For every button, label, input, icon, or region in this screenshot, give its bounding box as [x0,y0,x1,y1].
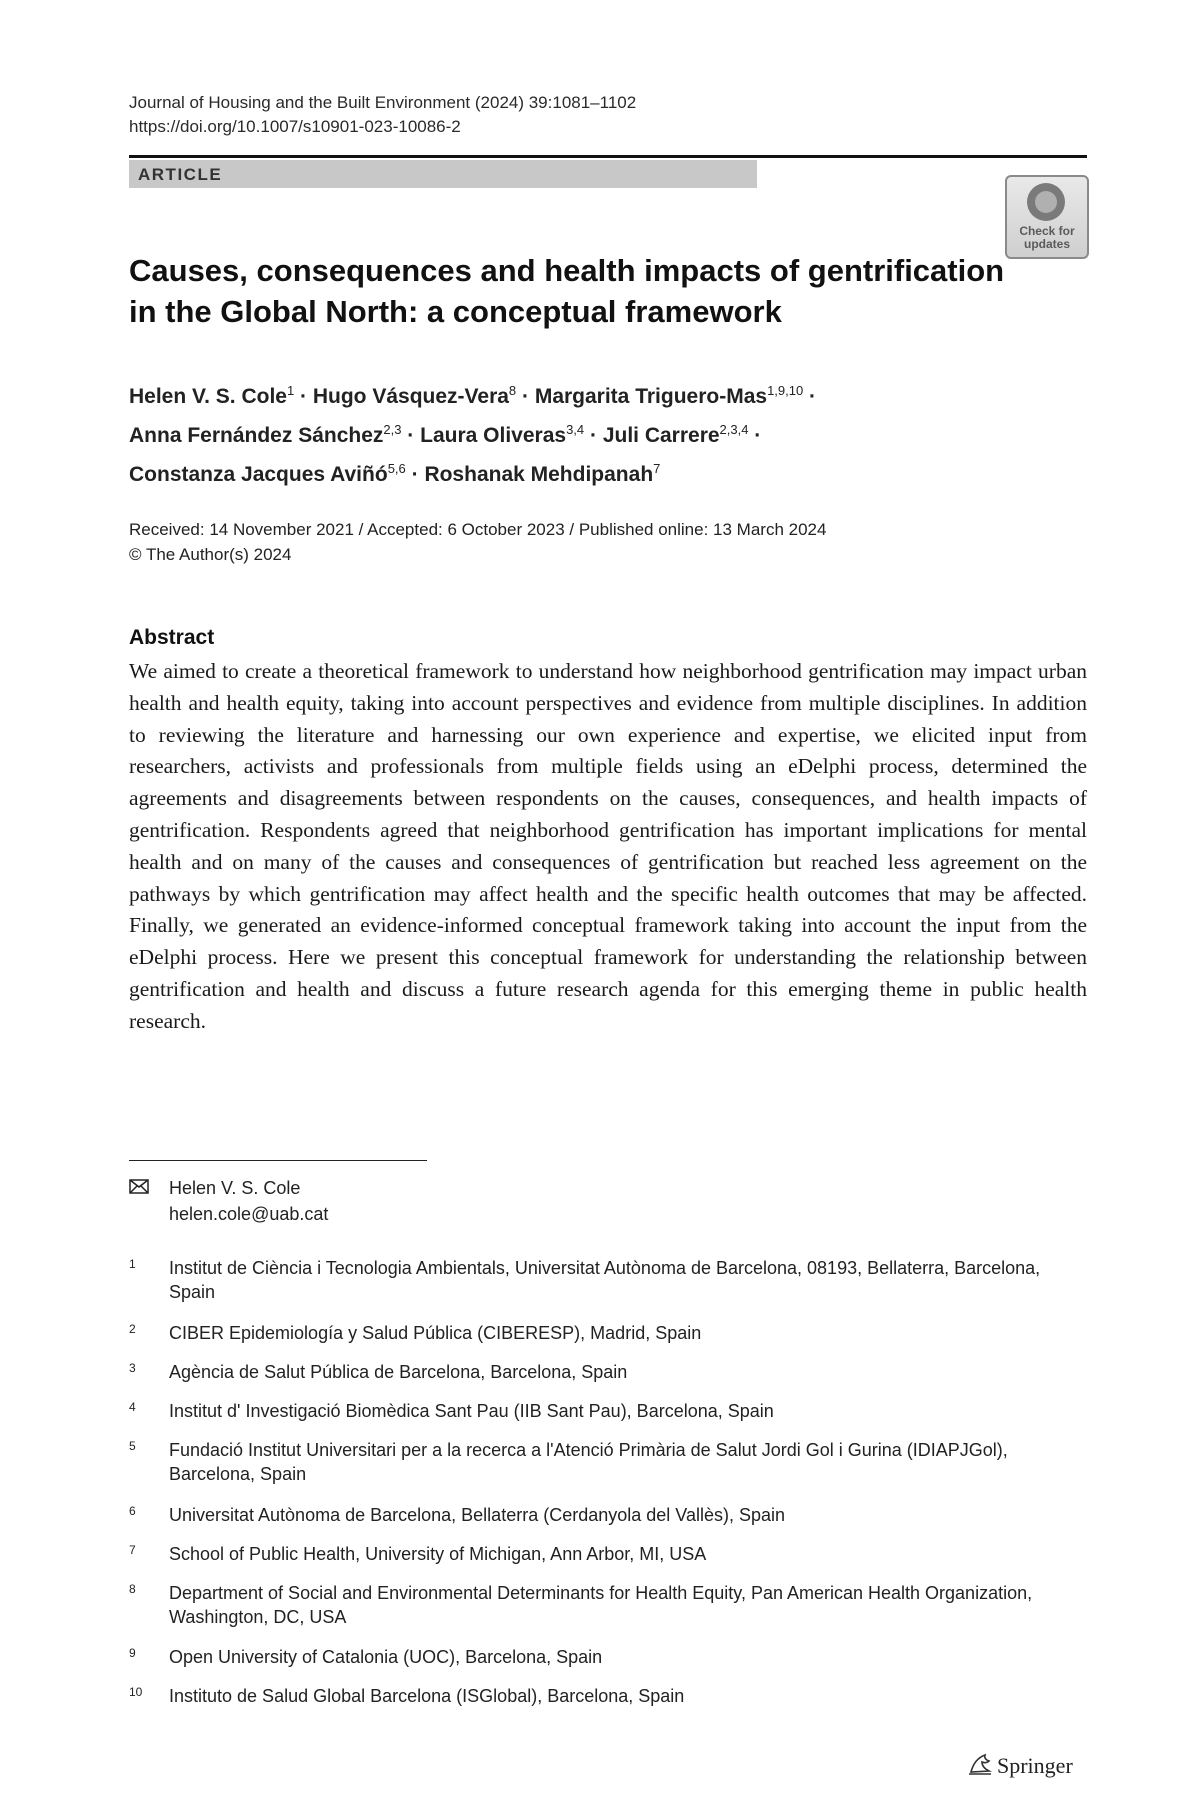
envelope-icon [129,1175,151,1201]
springer-logo [967,1752,1073,1779]
header-rule [129,155,1087,158]
affiliation-number: 4 [129,1400,136,1414]
abstract-heading: Abstract [129,626,215,649]
affiliation-number: 8 [129,1582,136,1596]
author-list [129,374,1089,491]
affiliation-item [129,1684,1089,1708]
article-title [129,250,1009,332]
abstract-text: We aimed to create a theoretical framework to understand how neighborhood gentrification may impact urban health and health equity, taking into account perspectives and evidence from multiple disciplines. In addition to reviewing the literature and harnessing our own experience and expertise, we elicited input from researchers, activists and professionals from multiple fields using an eDelphi process, determined the agreements and disagreements between respondents on the causes, consequences, and health impacts of gentrification. Respondents agreed that neighborhood gentrification has important implications for mental health and on many of the causes and consequences of gentrification but reached less agreement on the pathways by which gentrification may affect health and the specific health outcomes that may be affected. Finally, we generated an evidence-informed conceptual framework taking into account the input from the eDelphi process. Here we present this conceptual framework for understanding the relationship between gentrification and health and discuss a future research agenda for this emerging theme in public health research. [129,659,1087,1033]
title-line-1: Causes, consequences and health impacts of gentrification [129,253,1005,288]
affiliation-item [129,1321,1089,1345]
author-name[interactable]: Constanza Jacques Aviñó [129,463,388,486]
history-dates: Received: 14 November 2021 / Accepted: 6 October 2023 / Published online: 13 March 2024 [129,520,827,539]
affiliation-item [129,1256,1089,1304]
author-affiliation-ref: 3,4 [566,422,585,437]
affiliation-item [129,1360,1089,1384]
author-affiliation-ref: 7 [653,461,661,476]
affiliation-number: 9 [129,1646,136,1660]
affiliation-text: CIBER Epidemiología y Salud Pública (CIBERESP), Madrid, Spain [169,1323,702,1343]
author-name[interactable]: Laura Oliveras [420,424,567,447]
affiliation-number: 3 [129,1361,136,1375]
affiliation-item [129,1581,1089,1629]
author-affiliation-ref: 2,3,4 [719,422,749,437]
author-name[interactable]: Helen V. S. Cole [129,385,287,408]
publication-dates [129,517,826,567]
affiliation-number: 1 [129,1257,136,1271]
author-name[interactable]: Margarita Triguero-Mas [534,385,768,408]
affiliation-text: Universitat Autònoma de Barcelona, Bellaterra (Cerdanyola del Vallès), Spain [169,1505,785,1525]
author-affiliation-ref: 5,6 [387,461,406,476]
author-line-3: Constanza Jacques Aviñó$^{5,6}$ · Roshanak Mehdipanah$^7$ [129,461,661,486]
author-affiliation-ref: 2,3 [383,422,402,437]
copyright-notice: © The Author(s) 2024 [129,545,292,564]
title-line-2: in the Global North: a conceptual framework [129,294,782,329]
affiliation-text: School of Public Health, University of Michigan, Ann Arbor, MI, USA [169,1544,707,1564]
affiliation-item [129,1503,1089,1527]
update-check-icon [1027,183,1065,221]
affiliation-text: Institut d' Investigació Biomèdica Sant Pau (IIB Sant Pau), Barcelona, Spain [169,1401,774,1421]
article-type-bar [129,160,757,188]
contact-details [169,1175,328,1227]
affiliation-number: 10 [129,1685,143,1699]
affiliation-number: 2 [129,1322,136,1336]
author-line-2: Anna Fernández Sánchez$^{2,3}$ · Laura Oliveras$^{3,4}$ · Juli Carrere$^{2,3,4}$ · [129,422,762,447]
affiliation-item [129,1438,1089,1486]
affiliation-number: 6 [129,1504,136,1518]
affiliation-number: 5 [129,1439,136,1453]
affiliation-item [129,1645,1089,1669]
check-for-updates-badge[interactable] [1005,175,1089,259]
author-affiliation-ref: 8 [508,383,517,398]
affiliation-text: Open University of Catalonia (UOC), Barcelona, Spain [169,1647,603,1667]
author-line-1: Helen V. S. Cole$^1$ · Hugo Vásquez-Vera$^8$ · Margarita Triguero-Mas$^{1,9,10}$ · [129,383,817,408]
contact-name: Helen V. S. Cole [169,1178,301,1198]
corresponding-author [129,1175,729,1231]
footnote-rule [129,1160,427,1161]
affiliation-text: Department of Social and Environmental Determinants for Health Equity, Pan American Health Organization, Washington, DC, USA [169,1583,1033,1627]
affiliation-item [129,1542,1089,1566]
author-name[interactable]: Juli Carrere [602,424,720,447]
affiliation-text: Agència de Salut Pública de Barcelona, Barcelona, Spain [169,1362,628,1382]
author-name[interactable]: Hugo Vásquez-Vera [312,385,509,408]
author-affiliation-ref: 1 [286,383,295,398]
check-for-updates-text: Check for updates [1019,224,1075,251]
publisher-name: Springer [997,1753,1073,1778]
author-name[interactable]: Anna Fernández Sánchez [129,424,384,447]
affiliation-number: 7 [129,1543,136,1557]
doi-link[interactable]: https://doi.org/10.1007/s10901-023-10086-2 [129,117,461,136]
journal-citation: Journal of Housing and the Built Environment (2024) 39:1081–1102 [129,93,637,112]
affiliation-text: Instituto de Salud Global Barcelona (ISGlobal), Barcelona, Spain [169,1686,685,1706]
affiliation-text: Fundació Institut Universitari per a la recerca a l'Atenció Primària de Salut Jordi Gol i Gurina (IDIAPJGol), Barcelona, Spain [169,1440,1008,1484]
affiliation-text: Institut de Ciència i Tecnologia Ambientals, Universitat Autònoma de Barcelona, 08193, Bellaterra, Barcelona, Spain [169,1258,1041,1302]
springer-horse-icon [967,1752,993,1776]
article-type-label: ARTICLE [138,165,223,184]
author-name[interactable]: Roshanak Mehdipanah [424,463,654,486]
author-affiliation-ref: 1,9,10 [767,383,804,398]
affiliation-item [129,1399,1089,1423]
contact-email[interactable]: helen.cole@uab.cat [169,1204,329,1224]
